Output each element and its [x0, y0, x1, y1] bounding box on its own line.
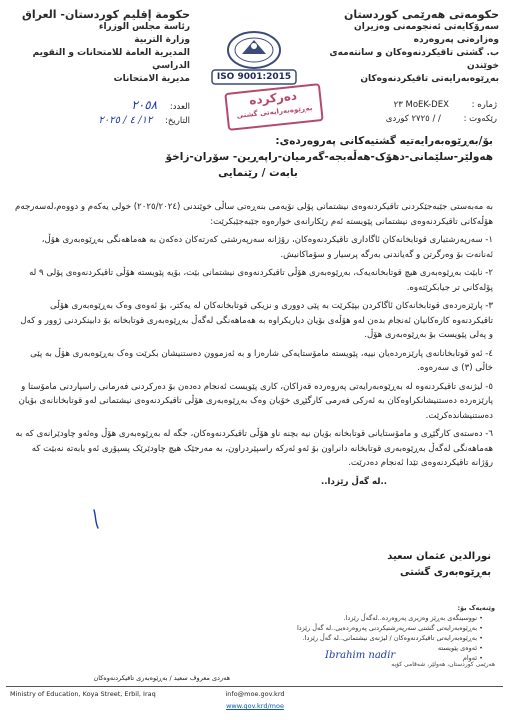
header-arabic	[10, 8, 190, 86]
header-arabic-line: المديرية العامة للامتحانات و التقويم الدراسي	[32, 48, 190, 71]
header-kurdish-line: وەزارەتی پەروەردە	[413, 35, 499, 45]
subject-block	[23, 133, 493, 181]
regions-line: هەولێر-سلێمانی-دهۆک-هەڵەبجە-گەرمیان-راپەڕین- سۆران-زاخۆ	[165, 151, 493, 163]
footer-divider	[6, 686, 503, 687]
header-kurdish-line: بەڕێوەبەرایەتی تاقیکردنەوەکان	[360, 74, 499, 84]
instruction-item: ١- سەرپەرشتیاری قوتابخانەکان ئاگاداری تاقیکردنەوەکان، رۆژانە سەرپەرشتی کەرتەکان دەکەن بە هەماهەنگی بەڕێوەبەری هۆڵ، ئەنانەت بۆ وەرگرتن و گەیاندنی بەرگە پرسیار و سۆماکانیش.	[41, 235, 493, 260]
stamp-subtitle: بەڕێوەبەرایەتی گشتی	[236, 104, 313, 120]
instruction-item: ٦- دەستەی کارگێڕی و مامۆستایانی قوتابخانە بۆیان نیە بچنە ناو هۆڵی تاقیکردنەوەکان، جگە لە بەڕێوەبەری هۆڵ وەئەو چاودێرانەی کە بە هەماهەنگی لەگەڵ بەڕێوەبەری قوتابخانە دانراون بۆ ئەو ئەرکە راسپێردراون، بە مەرجێک هیچ چاودێرێک پسپۆری ئەو بابەتە نەبێت کە رۆژانە تاقیکردنەوەی تێدا ئەنجام دەدرێت.	[15, 429, 493, 468]
ar-number-value: ٢٠٥٨	[131, 98, 158, 112]
iso-label: ISO 9001:2015	[216, 72, 292, 82]
subject-title: بابەت / رێنمایی	[218, 167, 298, 179]
header-kurdish-line: حکومەتی هەرێمی کوردستان	[344, 8, 499, 21]
closing-line: ..لە گەڵ رێزدا..	[320, 476, 388, 487]
header-arabic-line: رئاسة مجلس الوزراء	[98, 22, 190, 32]
ar-date-label: التاريخ:	[165, 116, 190, 126]
footer-en-address: Ministry of Education, Koya Street, Erbil, Iraq	[10, 690, 156, 698]
recipient-line: بۆ/بەڕێوەبەرایەتیە گشتیەکانی پەروەردەی:	[275, 135, 493, 147]
small-signer-sub: هەرێمی کوردستان، هەولێر، شەقامی کۆیە	[391, 661, 495, 668]
stamp-title: دەرکردە	[248, 88, 298, 108]
date-label: رێکەوت :	[463, 114, 497, 124]
header-kurdish-line: ب. گشتی تاقیکردنەوەکان و سانتەمەی خوێندن	[329, 48, 499, 71]
footer-url-link[interactable]: www.gov.krd/moe	[226, 702, 284, 710]
meta-kurdish	[327, 98, 497, 126]
meta-arabic	[60, 98, 190, 128]
ar-number-row	[60, 98, 190, 114]
header-arabic-line: مديرية الامتحانات	[113, 74, 190, 84]
ar-number-label: العدد:	[169, 102, 190, 112]
cc-item: • ئەوام	[250, 653, 483, 663]
small-signer-name: Ibrahim nadir	[325, 650, 396, 661]
letter-body	[15, 200, 493, 493]
intro-paragraph: بە مەبەستی جێبەجێکردنی تاقیکردنەوەی نیشتمانی پۆلی نۆیەمی بنەڕەتی ساڵی خوێندنی (٢٠٢٥/٢٠٢٤) خولی یەکەم و دووەم،لەسەرجەم هۆڵەکانی تاقیکردنەوەی نیشتمانی پێویستە ئەم رێکارانەی خوارەوە جێبەجێبکرێت:	[15, 202, 493, 227]
cc-item: • ئەوەی پێویستە	[250, 643, 483, 653]
footer-email[interactable]: info@moe.gov.krd	[225, 690, 285, 698]
cc-title: وێنەیەک بۆ:	[457, 604, 495, 612]
footer-ku-address: هەردی معروف سعید / بەڕێوەبەری تاقیکردنەوەکان	[93, 674, 230, 682]
header-kurdish-line: سەرۆکایەتی ئەنجومەنی وەزیران	[354, 22, 499, 32]
header-arabic-line: وزارة التربية	[134, 35, 190, 45]
number-value: MoEK-DEX ٢٣	[393, 100, 449, 110]
signatory-name: نورالدين عثمان سعيد	[387, 551, 491, 562]
cc-item: • بەڕێوەبەرایەتی تاقیکردنەوەکان / لیژنەی نیشتمانی..لە گەڵ رێزدا.	[250, 633, 483, 643]
cc-item: • بەڕێوەبەرایەتی گشتی سەرپەرشتیکردنی پەروەردەیی..لە گەڵ رێزدا	[250, 623, 483, 633]
small-signer	[325, 650, 495, 668]
date-row	[327, 112, 497, 126]
header-kurdish	[299, 8, 499, 86]
ar-date-value: ١٢/ ٤ / ٢٠٢٥	[98, 115, 153, 126]
handwritten-mark-icon	[92, 508, 102, 530]
instruction-item: ٥- لیژنەی تاقیکردنەوە لە بەڕێوەبەرایەتی پەروەردە قەزاکان، کاری پێویست ئەنجام دەدەن بۆ دەرکردنی فەرمانی راسپاردنی مامۆستا و پارێزەردە دەستنیشانکراوەکان بە ئەرکی فەرمی کارگێڕی خۆیان وەک بەڕێوەبەری هۆڵی تاقیکردنەوەی نیشتمانی لەو قوتابخانانەی بۆیان دەستنیشاندەکرێت.	[18, 381, 493, 421]
ar-date-row	[60, 114, 190, 128]
instruction-item: ٣- پارێزەردەی قوتابخانەکان ئاگاکردن بپێکرێت بە پێی دووری و نزیکی قوتابخانەکان لە یەکتر، بۆ ئەوەی وەک بەڕێوەبەری هۆڵی تاقیکردنەوە کارەکانیان ئەنجام بدەن لەو هۆڵەی بۆیان دیاریکراوە بە هەماهەنگی لەگەڵ بەڕێوەبەری قوتابخانە بۆ دابینکردنی ژوور و کەل و پەلی پێویست بۆ بەڕێوەبەری هۆڵ.	[20, 301, 493, 340]
date-value: / / ٢٧٢٥ کوردی	[385, 114, 441, 124]
cc-item: • نووسینگەی بەڕێز وەزیری پەروەردە..لەگەڵ رێزدا.	[250, 613, 483, 623]
number-row	[327, 98, 497, 112]
header-arabic-line: حكومة إقليم كوردستان- العراق	[22, 8, 190, 21]
signature-block	[291, 549, 491, 581]
instruction-item: ٤- ئەو قوتابخانانەی پارێزەردەیان نییە، پێویستە مامۆستایەکی شارەزا و بە ئەزموون دەستنیشان بکرێت وەک بەڕێوەبەری هۆڵ بە پێی خاڵی (٣) ی سەرەوە.	[30, 348, 493, 373]
number-label: ژمارە :	[471, 100, 497, 110]
signatory-title: بەڕێوەبەری گشتی	[400, 567, 491, 578]
instruction-item: ٢- نابێت بەڕێوەبەری هیچ قوتابخانەیەک، بەڕێوەبەری هۆڵی تاقیکردنەوەی نیشتمانی بێت، بۆیە پێویستە هۆڵی تاقیکردنەوەی پۆلی ٩ لە پۆلەکانی تر جیابکرێتەوە.	[29, 268, 493, 293]
